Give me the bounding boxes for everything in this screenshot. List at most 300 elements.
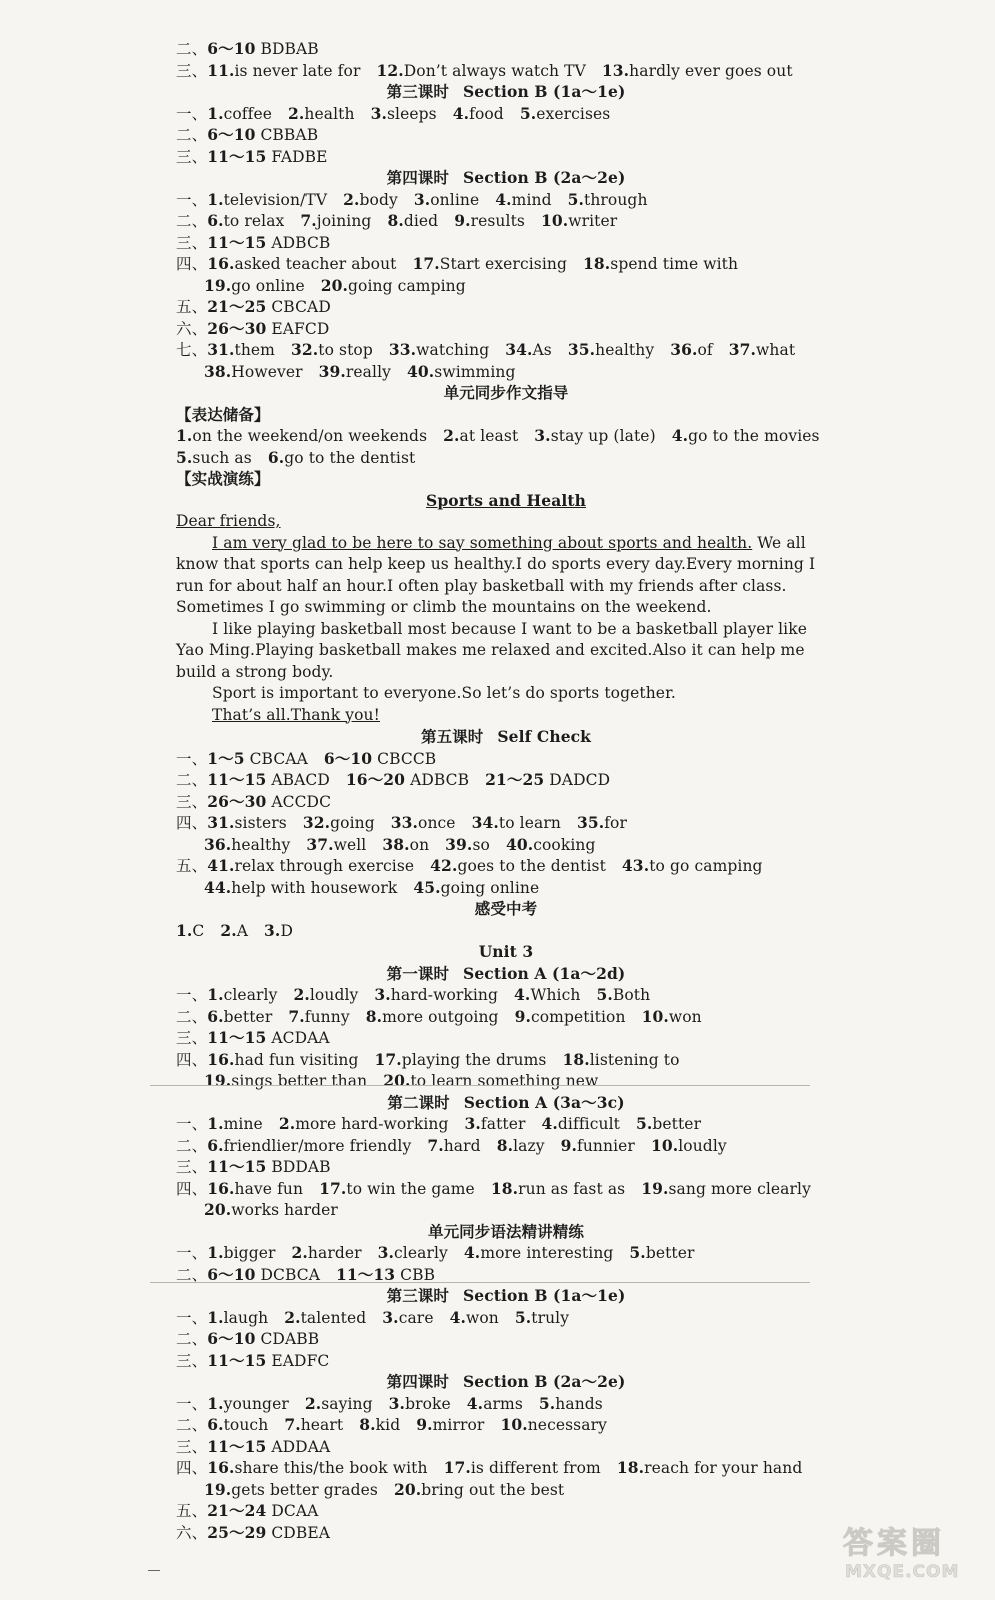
answer-item bbox=[389, 1395, 451, 1413]
question-group-label: 五、 bbox=[176, 1502, 208, 1520]
answer-text: BDDAB bbox=[271, 1158, 331, 1176]
question-number: 17. bbox=[319, 1178, 347, 1198]
heading-title: 单元同步作文指导 bbox=[443, 383, 569, 402]
answer-text: to win the game bbox=[346, 1179, 475, 1198]
question-group-label: 四、 bbox=[176, 255, 208, 273]
essay-line bbox=[176, 576, 836, 598]
answer-text: better bbox=[652, 1115, 702, 1133]
answer-item bbox=[284, 1416, 343, 1434]
answer-line bbox=[176, 984, 836, 1006]
answer-line bbox=[176, 296, 836, 318]
answer-text: As bbox=[532, 341, 552, 359]
section-heading bbox=[176, 1221, 836, 1243]
answer-text: at least bbox=[459, 427, 519, 445]
answer-item bbox=[495, 191, 551, 209]
question-group-label: 一、 bbox=[176, 104, 208, 123]
answer-text: swimming bbox=[434, 362, 516, 381]
answer-item bbox=[207, 814, 287, 832]
answer-text: online bbox=[430, 190, 480, 209]
question-number: 1. bbox=[207, 1243, 224, 1262]
answer-item bbox=[383, 1072, 598, 1090]
question-group-label: 三、 bbox=[176, 1158, 208, 1176]
answer-text: friendlier/more friendly bbox=[223, 1136, 412, 1155]
answer-item bbox=[568, 191, 648, 209]
watermark-logo bbox=[843, 1518, 973, 1592]
question-number: 4. bbox=[466, 1393, 484, 1413]
question-number: 5. bbox=[538, 1393, 556, 1413]
answer-text: food bbox=[469, 104, 504, 123]
question-group-label: 六、 bbox=[176, 1523, 208, 1542]
answer-item bbox=[450, 1309, 499, 1327]
answer-text: television/TV bbox=[223, 190, 328, 209]
answer-text: difficult bbox=[557, 1115, 620, 1133]
answer-item bbox=[453, 105, 504, 123]
question-number: 40. bbox=[505, 834, 534, 854]
question-number: 4. bbox=[671, 426, 689, 445]
heading-title: 单元同步语法精讲精练 bbox=[427, 1221, 584, 1241]
answer-text: died bbox=[403, 212, 439, 230]
question-number: 7. bbox=[427, 1135, 444, 1155]
answer-text: ABACD bbox=[271, 771, 330, 789]
answer-item bbox=[568, 341, 654, 359]
answer-item bbox=[207, 255, 396, 273]
answer-text: CBCAA bbox=[249, 749, 308, 768]
answer-item bbox=[204, 1072, 367, 1090]
answer-item bbox=[636, 1115, 701, 1133]
answer-line bbox=[176, 1199, 836, 1221]
answer-item bbox=[376, 62, 585, 80]
answer-item bbox=[596, 986, 650, 1004]
answer-item bbox=[204, 363, 303, 381]
question-number: 6～10 bbox=[207, 1264, 256, 1284]
answer-line bbox=[176, 1393, 836, 1415]
answer-item bbox=[467, 1395, 523, 1413]
answer-item bbox=[176, 922, 204, 940]
question-number: 3. bbox=[370, 103, 387, 123]
answer-text: so bbox=[472, 835, 490, 854]
answer-text: go to the movies bbox=[688, 427, 820, 445]
question-number: 44. bbox=[204, 877, 232, 897]
answer-item bbox=[514, 986, 580, 1004]
answer-text: CDABB bbox=[260, 1330, 320, 1348]
question-group-label: 四、 bbox=[176, 1050, 208, 1069]
question-number: 9. bbox=[416, 1415, 433, 1434]
answer-item bbox=[204, 1201, 338, 1219]
answer-text: heart bbox=[300, 1416, 344, 1434]
answer-text: had fun visiting bbox=[234, 1050, 359, 1069]
question-number: 16. bbox=[207, 254, 235, 273]
essay-text: I am very glad to be here to say something about sports and health. bbox=[212, 533, 753, 552]
question-number: 10. bbox=[650, 1135, 679, 1155]
answer-item bbox=[204, 277, 305, 295]
answer-item bbox=[288, 105, 355, 123]
question-number: 21～25 bbox=[485, 770, 545, 789]
answer-line bbox=[176, 1027, 836, 1049]
question-group-label: 三、 bbox=[176, 1437, 208, 1456]
question-group-label: 二、 bbox=[176, 40, 208, 58]
answer-item bbox=[561, 1137, 635, 1155]
answer-text: such as bbox=[192, 448, 252, 467]
answer-text: to stop bbox=[318, 341, 373, 359]
answer-text: D bbox=[280, 921, 293, 940]
essay-text: Sometimes I go swimming or climb the mountains on the weekend. bbox=[176, 598, 712, 616]
section-heading bbox=[176, 167, 836, 189]
heading-title: 第三课时 bbox=[386, 1286, 449, 1305]
question-number: 6. bbox=[207, 1135, 224, 1155]
answer-text: mind bbox=[511, 190, 552, 209]
answer-text: FADBE bbox=[271, 147, 328, 166]
question-number: 1. bbox=[176, 426, 193, 445]
heading-title: Unit 3 bbox=[478, 942, 534, 961]
question-number: 5. bbox=[514, 1307, 532, 1327]
answer-text: stay up (late) bbox=[550, 427, 656, 445]
answer-item bbox=[515, 1008, 626, 1026]
question-number: 4. bbox=[495, 189, 512, 209]
question-number: 10. bbox=[500, 1415, 528, 1434]
question-number: 33. bbox=[390, 813, 419, 832]
question-number: 4. bbox=[449, 1307, 466, 1327]
essay-line bbox=[176, 662, 836, 684]
answer-item bbox=[303, 814, 375, 832]
answer-text: younger bbox=[223, 1394, 289, 1413]
question-number: 20. bbox=[383, 1071, 411, 1090]
answer-item bbox=[464, 1244, 614, 1262]
question-group-label: 二、 bbox=[176, 1007, 208, 1026]
heading-section: Self Check bbox=[497, 727, 592, 746]
heading-section: Section A (3a～3c) bbox=[463, 1092, 625, 1112]
answer-text: competition bbox=[530, 1007, 626, 1026]
answer-item bbox=[279, 1115, 449, 1133]
answer-line bbox=[176, 103, 836, 125]
question-number: 31. bbox=[207, 813, 235, 832]
answer-text: to relax bbox=[223, 212, 285, 230]
answer-item bbox=[207, 1330, 319, 1348]
answer-text: CBCCB bbox=[377, 749, 437, 768]
answer-line bbox=[176, 1436, 836, 1458]
question-group-label: 三、 bbox=[176, 1029, 208, 1047]
question-number: 41. bbox=[207, 856, 235, 875]
answer-item bbox=[207, 126, 318, 144]
answer-item bbox=[319, 363, 391, 381]
question-number: 16. bbox=[207, 1178, 235, 1198]
answer-item bbox=[617, 1459, 803, 1477]
question-number: 21～24 bbox=[207, 1501, 267, 1520]
essay-text: That’s all.Thank you! bbox=[212, 705, 380, 724]
essay-text: run for about half an hour.I often play basketball with my friends after class. bbox=[176, 576, 787, 595]
question-number: 20. bbox=[320, 275, 349, 295]
answer-item bbox=[207, 857, 414, 875]
answer-item bbox=[583, 255, 738, 273]
answer-text: exercises bbox=[536, 104, 611, 123]
answer-line bbox=[176, 1350, 836, 1372]
question-number: 45. bbox=[413, 877, 441, 897]
divider-line bbox=[150, 1282, 810, 1283]
question-number: 3. bbox=[534, 426, 551, 445]
answer-item bbox=[207, 191, 327, 209]
question-group-label: 三、 bbox=[176, 792, 208, 811]
answer-text: care bbox=[398, 1308, 434, 1327]
answer-item bbox=[343, 191, 398, 209]
answer-item bbox=[319, 1180, 475, 1198]
answer-text: go to the dentist bbox=[284, 448, 416, 467]
heading-title: 感受中考 bbox=[474, 899, 538, 918]
answer-text: reach for your hand bbox=[644, 1459, 803, 1477]
question-number: 35. bbox=[576, 813, 605, 832]
answer-item bbox=[321, 277, 466, 295]
question-number: 2. bbox=[443, 426, 460, 445]
answer-line bbox=[176, 275, 836, 297]
divider-line bbox=[150, 1085, 810, 1086]
answer-item bbox=[465, 1115, 526, 1133]
question-number: 5. bbox=[596, 985, 613, 1004]
answer-line bbox=[176, 1242, 836, 1264]
answer-text: hardly ever goes out bbox=[629, 61, 793, 80]
question-number: 43. bbox=[621, 856, 650, 875]
answer-item bbox=[207, 212, 284, 230]
section-heading bbox=[176, 1371, 836, 1393]
answer-text: EADFC bbox=[271, 1351, 330, 1370]
section-heading bbox=[176, 81, 836, 103]
answer-item bbox=[207, 298, 331, 316]
answer-line bbox=[176, 791, 836, 813]
answer-item bbox=[454, 212, 525, 230]
answer-item bbox=[204, 1481, 378, 1499]
heading-title: 第二课时 bbox=[387, 1092, 450, 1112]
heading-section: Section B (2a～2e) bbox=[463, 168, 626, 187]
essay-line bbox=[176, 640, 836, 662]
answer-text: Start exercising bbox=[439, 255, 568, 273]
answer-line bbox=[176, 1328, 836, 1350]
answer-text: body bbox=[359, 190, 398, 209]
essay-text: build a strong body. bbox=[176, 662, 334, 681]
answer-text: listening to bbox=[589, 1050, 680, 1069]
essay-text: I like playing basketball most because I want to be a basketball player like bbox=[212, 619, 807, 638]
answer-text: DADCD bbox=[549, 771, 611, 789]
answer-item bbox=[306, 836, 366, 854]
question-number: 26～30 bbox=[207, 791, 267, 811]
essay-line bbox=[176, 511, 836, 533]
answer-text: won bbox=[668, 1007, 702, 1026]
section-heading bbox=[176, 1092, 836, 1114]
question-number: 10. bbox=[641, 1006, 669, 1026]
question-number: 2. bbox=[284, 1307, 301, 1327]
answer-item bbox=[641, 1180, 811, 1198]
answer-line bbox=[176, 189, 836, 211]
answer-item bbox=[672, 427, 820, 445]
question-number: 7. bbox=[284, 1415, 301, 1434]
question-number: 16. bbox=[207, 1458, 235, 1477]
answer-text: sings better than bbox=[231, 1072, 368, 1090]
answer-item bbox=[288, 1008, 349, 1026]
answer-item bbox=[445, 836, 490, 854]
essay-text-tail: We all bbox=[752, 533, 806, 552]
question-number: 6～10 bbox=[323, 748, 373, 768]
answer-line bbox=[176, 38, 836, 60]
answer-text: fatter bbox=[480, 1115, 526, 1133]
answer-item bbox=[207, 1524, 330, 1542]
answer-text: asked teacher about bbox=[234, 255, 397, 273]
answer-text: arms bbox=[483, 1394, 523, 1413]
question-number: 3. bbox=[388, 1393, 406, 1413]
answer-line bbox=[176, 1414, 836, 1436]
question-number: 6～10 bbox=[207, 39, 256, 58]
answer-text: BDBAB bbox=[260, 40, 319, 58]
answer-line bbox=[176, 834, 836, 856]
section-heading bbox=[176, 1285, 836, 1307]
question-number: 18. bbox=[616, 1458, 645, 1477]
answer-item bbox=[622, 857, 763, 875]
answer-item bbox=[336, 1266, 435, 1284]
answer-item bbox=[371, 105, 437, 123]
question-number: 32. bbox=[290, 340, 319, 359]
answer-text: hard-working bbox=[390, 986, 499, 1004]
answer-text: better bbox=[223, 1007, 273, 1026]
answer-item bbox=[324, 750, 436, 768]
question-number: 11. bbox=[207, 60, 235, 80]
answer-text: for bbox=[604, 814, 627, 832]
answer-item bbox=[207, 986, 277, 1004]
question-number: 4. bbox=[452, 103, 470, 123]
answer-text: saying bbox=[321, 1394, 373, 1413]
answer-line bbox=[176, 124, 836, 146]
answer-text: sang more clearly bbox=[668, 1179, 811, 1198]
answer-item bbox=[291, 341, 373, 359]
answer-text: more interesting bbox=[480, 1244, 614, 1262]
question-number: 9. bbox=[454, 211, 471, 230]
answer-line bbox=[176, 210, 836, 232]
answer-text: to go camping bbox=[649, 857, 763, 875]
answer-text: share this/the book with bbox=[234, 1459, 428, 1477]
answer-item bbox=[207, 1137, 411, 1155]
answer-text: touch bbox=[223, 1416, 269, 1434]
question-number: 39. bbox=[318, 361, 346, 381]
question-number: 3. bbox=[377, 1243, 395, 1262]
question-number: 2. bbox=[293, 985, 310, 1004]
answer-item bbox=[413, 255, 568, 273]
question-number: 6. bbox=[207, 1415, 224, 1434]
answer-text: hard bbox=[443, 1136, 481, 1155]
answer-item bbox=[207, 1416, 268, 1434]
answer-line bbox=[176, 425, 836, 447]
question-number: 6. bbox=[207, 1006, 224, 1026]
section-heading bbox=[176, 963, 836, 985]
question-group-label: 六、 bbox=[176, 319, 208, 338]
answer-line bbox=[176, 232, 836, 254]
answer-item bbox=[389, 341, 489, 359]
answer-item bbox=[505, 341, 552, 359]
answer-text: EAFCD bbox=[271, 319, 330, 338]
answer-text: writer bbox=[568, 212, 618, 230]
answer-item bbox=[562, 1051, 679, 1069]
answer-item bbox=[541, 212, 617, 230]
answer-text: won bbox=[465, 1308, 499, 1327]
answer-item bbox=[293, 986, 358, 1004]
question-number: 33. bbox=[388, 340, 417, 359]
answer-text: CDBEA bbox=[271, 1523, 331, 1542]
question-group-label: 三、 bbox=[176, 233, 208, 252]
question-number: 20. bbox=[393, 1479, 422, 1499]
answer-text: run as fast as bbox=[518, 1179, 626, 1198]
answer-item bbox=[204, 836, 290, 854]
heading-title: 第四课时 bbox=[386, 168, 449, 187]
question-number: 5. bbox=[629, 1243, 646, 1262]
question-number: 19. bbox=[641, 1178, 669, 1198]
answer-item bbox=[427, 1137, 480, 1155]
answer-item bbox=[359, 1416, 400, 1434]
section-heading bbox=[176, 726, 836, 748]
answer-line bbox=[176, 1479, 836, 1501]
question-group-label: 五、 bbox=[176, 857, 208, 875]
question-number: 17. bbox=[374, 1049, 402, 1069]
question-number: 25～29 bbox=[207, 1522, 267, 1542]
question-group-label: 四、 bbox=[176, 1179, 208, 1198]
question-number: 6. bbox=[267, 447, 285, 467]
question-number: 1. bbox=[207, 1114, 224, 1133]
answer-item bbox=[413, 879, 539, 897]
answer-text: better bbox=[645, 1244, 695, 1262]
question-group-label: 一、 bbox=[176, 1394, 208, 1413]
question-number: 7. bbox=[288, 1006, 305, 1026]
question-number: 37. bbox=[728, 340, 757, 359]
answer-item bbox=[542, 1115, 620, 1133]
question-number: 34. bbox=[505, 340, 533, 359]
answer-text: clearly bbox=[223, 986, 278, 1004]
heading-title: 第三课时 bbox=[386, 82, 449, 101]
answer-text: of bbox=[697, 341, 713, 359]
question-number: 19. bbox=[204, 1479, 232, 1499]
question-number: 3. bbox=[413, 189, 431, 209]
question-number: 11～15 bbox=[207, 1436, 267, 1456]
answer-text: on the weekend/on weekends bbox=[192, 427, 428, 445]
answer-line bbox=[176, 1178, 836, 1200]
question-number: 26～30 bbox=[207, 318, 267, 338]
section-heading bbox=[176, 941, 836, 963]
question-group-label: 三、 bbox=[176, 61, 208, 80]
answer-item bbox=[176, 449, 252, 467]
essay-text: Sport is important to everyone.So let’s do sports together. bbox=[212, 684, 676, 702]
answer-line bbox=[176, 1070, 836, 1092]
answer-text: C bbox=[192, 921, 205, 940]
question-number: 11～15 bbox=[207, 1350, 267, 1370]
answer-line bbox=[176, 1307, 836, 1329]
question-number: 4. bbox=[514, 985, 531, 1004]
answer-text: ADDAA bbox=[271, 1437, 331, 1456]
answer-text: Both bbox=[612, 986, 651, 1004]
answer-item bbox=[207, 1266, 320, 1284]
question-group-label: 一、 bbox=[176, 986, 208, 1004]
question-group-label: 二、 bbox=[176, 126, 208, 144]
essay-line bbox=[176, 554, 836, 576]
subsection-label: 【实战演练】 bbox=[176, 469, 270, 488]
answer-item bbox=[366, 1008, 499, 1026]
answer-item bbox=[207, 750, 308, 768]
answer-item bbox=[207, 1158, 330, 1176]
answer-item bbox=[207, 1115, 263, 1133]
answer-text: to learn something new bbox=[410, 1072, 599, 1090]
answer-text: what bbox=[756, 341, 796, 359]
answer-item bbox=[430, 857, 606, 875]
answer-text: talented bbox=[300, 1308, 367, 1327]
answer-item bbox=[444, 1459, 601, 1477]
answer-item bbox=[577, 814, 627, 832]
question-number: 1. bbox=[207, 103, 224, 123]
answer-line bbox=[176, 60, 836, 82]
answer-item bbox=[375, 1051, 547, 1069]
question-number: 38. bbox=[382, 834, 410, 854]
answer-item bbox=[382, 836, 429, 854]
question-number: 9. bbox=[560, 1135, 577, 1155]
answer-text: loudly bbox=[309, 986, 359, 1004]
